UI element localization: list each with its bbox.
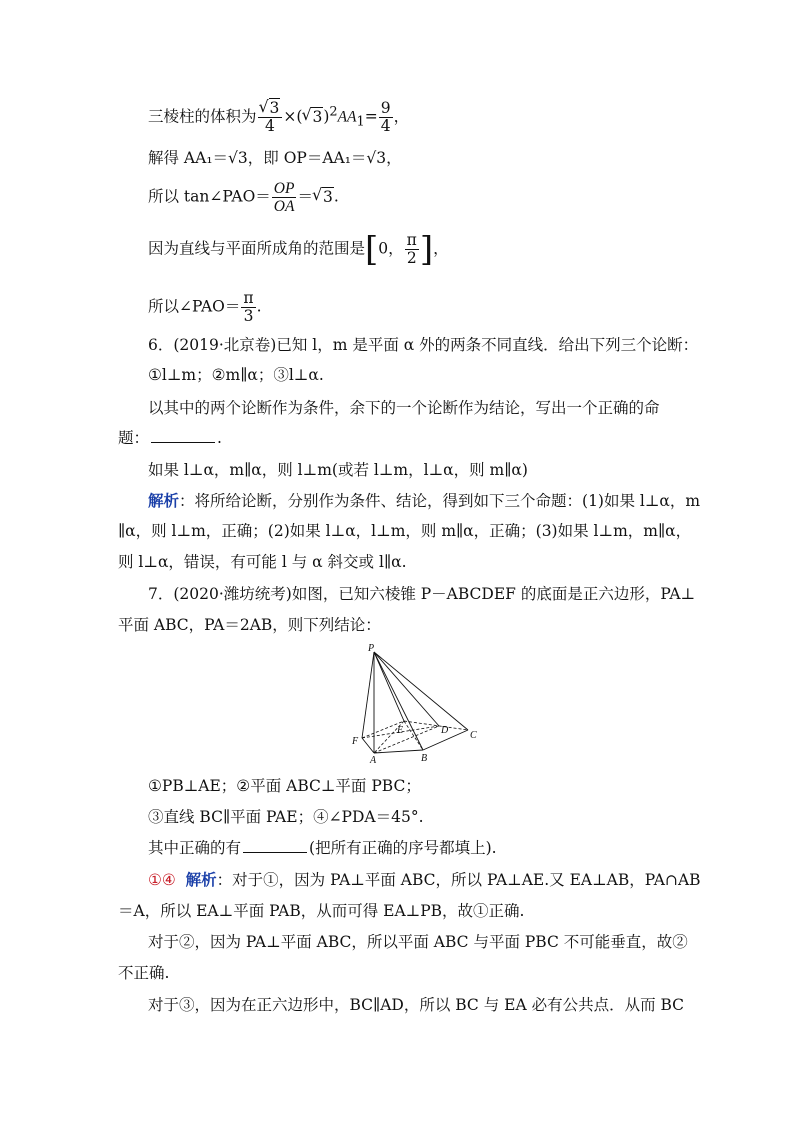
- q7-analysis-line-5: 对于③，因为在正六边形中，BC∥AD，所以 BC 与 EA 必有公共点．从而 BC: [148, 996, 685, 1014]
- q6-analysis-line-1: 解析：将所给论断，分别作为条件、结论，得到如下三个命题：(1)如果 l⊥α，m: [148, 491, 701, 510]
- label-E: E: [397, 725, 404, 736]
- edge-fa: [362, 738, 374, 753]
- fraction-op-over-oa: $\frac{OP}{OA}$: [273, 180, 295, 215]
- fraction-9-over-4: $\frac{9}{4}$: [380, 99, 391, 135]
- edge-eb: [404, 721, 423, 750]
- q7-options-line-2: ③直线 BC∥平面 PAE；④∠PDA＝45°.: [148, 808, 424, 826]
- volume-text: 三棱柱的体积为: [148, 107, 257, 126]
- q7-analysis-line-3: 对于②，因为 PA⊥平面 ABC，所以平面 ABC 与平面 PBC 不可能垂直，故②: [148, 933, 688, 951]
- label-F: F: [352, 736, 359, 747]
- range-line: 因为直线与平面所成角的范围是[0， $\frac{\pi}{2}$ ]，: [148, 229, 449, 270]
- edge-pd: [374, 652, 439, 726]
- tan-line: 所以 tan∠PAO＝ $\frac{OP}{OA}$ ＝√ 3.: [148, 180, 339, 215]
- edge-ab: [374, 750, 423, 753]
- q6-analysis-line-3: 则 l⊥α，错误，有可能 l 与 α 斜交或 l∥α.: [118, 553, 407, 571]
- fraction-pi-over-3: $\frac{\pi}{3}$: [243, 289, 254, 325]
- q7-answer: ①④: [148, 871, 176, 889]
- q6-analysis-line-2: ∥α，则 l⊥m，正确；(2)如果 l⊥α，l⊥m，则 m∥α，正确；(3)如果 l⊥m，m∥α，: [118, 522, 692, 540]
- q7-analysis-line-4: 不正确.: [118, 964, 170, 982]
- fraction-sqrt3-over-4: √ $\frac{3}{4}$: [258, 100, 283, 135]
- label-D: D: [441, 725, 449, 736]
- q7-analysis-line-1: ①④ 解析：对于①，因为 PA⊥平面 ABC，所以 PA⊥AE.又 EA⊥AB，PA∩AB: [148, 870, 701, 889]
- edge-ad: [374, 726, 439, 753]
- edge-pf: [362, 652, 374, 738]
- q6-stem-line-1: 6．(2019·北京卷)已知 l，m 是平面 α 外的两条不同直线．给出下列三个论断：: [148, 336, 699, 354]
- q7-options-line-1: ①PB⊥AE；②平面 ABC⊥平面 PBC；: [148, 777, 421, 795]
- analysis-label: 解析: [185, 870, 217, 889]
- q7-stem-line-2: 平面 ABC，PA＝2AB，则下列结论：: [118, 616, 381, 634]
- q6-answer-blank: [151, 428, 215, 443]
- label-C: C: [470, 730, 477, 741]
- label-B: B: [421, 753, 428, 764]
- q6-stem-line-3: 以其中的两个论断作为条件，余下的一个论断作为结论，写出一个正确的命: [148, 399, 660, 417]
- q7-answer-blank: [243, 838, 307, 853]
- edge-pc: [374, 652, 468, 730]
- q6-stem-line-4: 题： .: [118, 429, 222, 447]
- q6-answer: 如果 l⊥α，m∥α，则 l⊥m(或若 l⊥m，l⊥α，则 m∥α): [148, 461, 528, 479]
- hexagonal-pyramid-figure: [340, 640, 490, 765]
- edge-pe: [374, 652, 404, 721]
- q7-stem-line-5: 其中正确的有 (把所有正确的序号都填上).: [148, 839, 497, 857]
- volume-line: 三棱柱的体积为 √ $\frac{3}{4}$ ×(√ $3)^2AA_1=$ $\frac{9}{4}$ ，: [148, 100, 409, 135]
- label-P: P: [368, 643, 375, 654]
- angle-result-line: 所以∠PAO＝ $\frac{\pi}{3}$ .: [148, 289, 262, 325]
- fraction-pi-over-2: $\frac{\pi}{2}$: [406, 231, 417, 267]
- solve-line: 解得 AA₁＝√3，即 OP＝AA₁＝√3，: [148, 149, 402, 167]
- q7-stem-line-1: 7．(2020·潍坊统考)如图，已知六棱锥 P－ABCDEF 的底面是正六边形，PA⊥: [148, 585, 696, 603]
- q7-analysis-line-2: ＝A，所以 EA⊥平面 PAB，从而可得 EA⊥PB，故①正确.: [118, 902, 525, 920]
- analysis-label: 解析: [148, 491, 180, 510]
- label-A: A: [370, 755, 377, 765]
- q6-stem-line-2: ①l⊥m；②m∥α；③l⊥α.: [148, 366, 324, 384]
